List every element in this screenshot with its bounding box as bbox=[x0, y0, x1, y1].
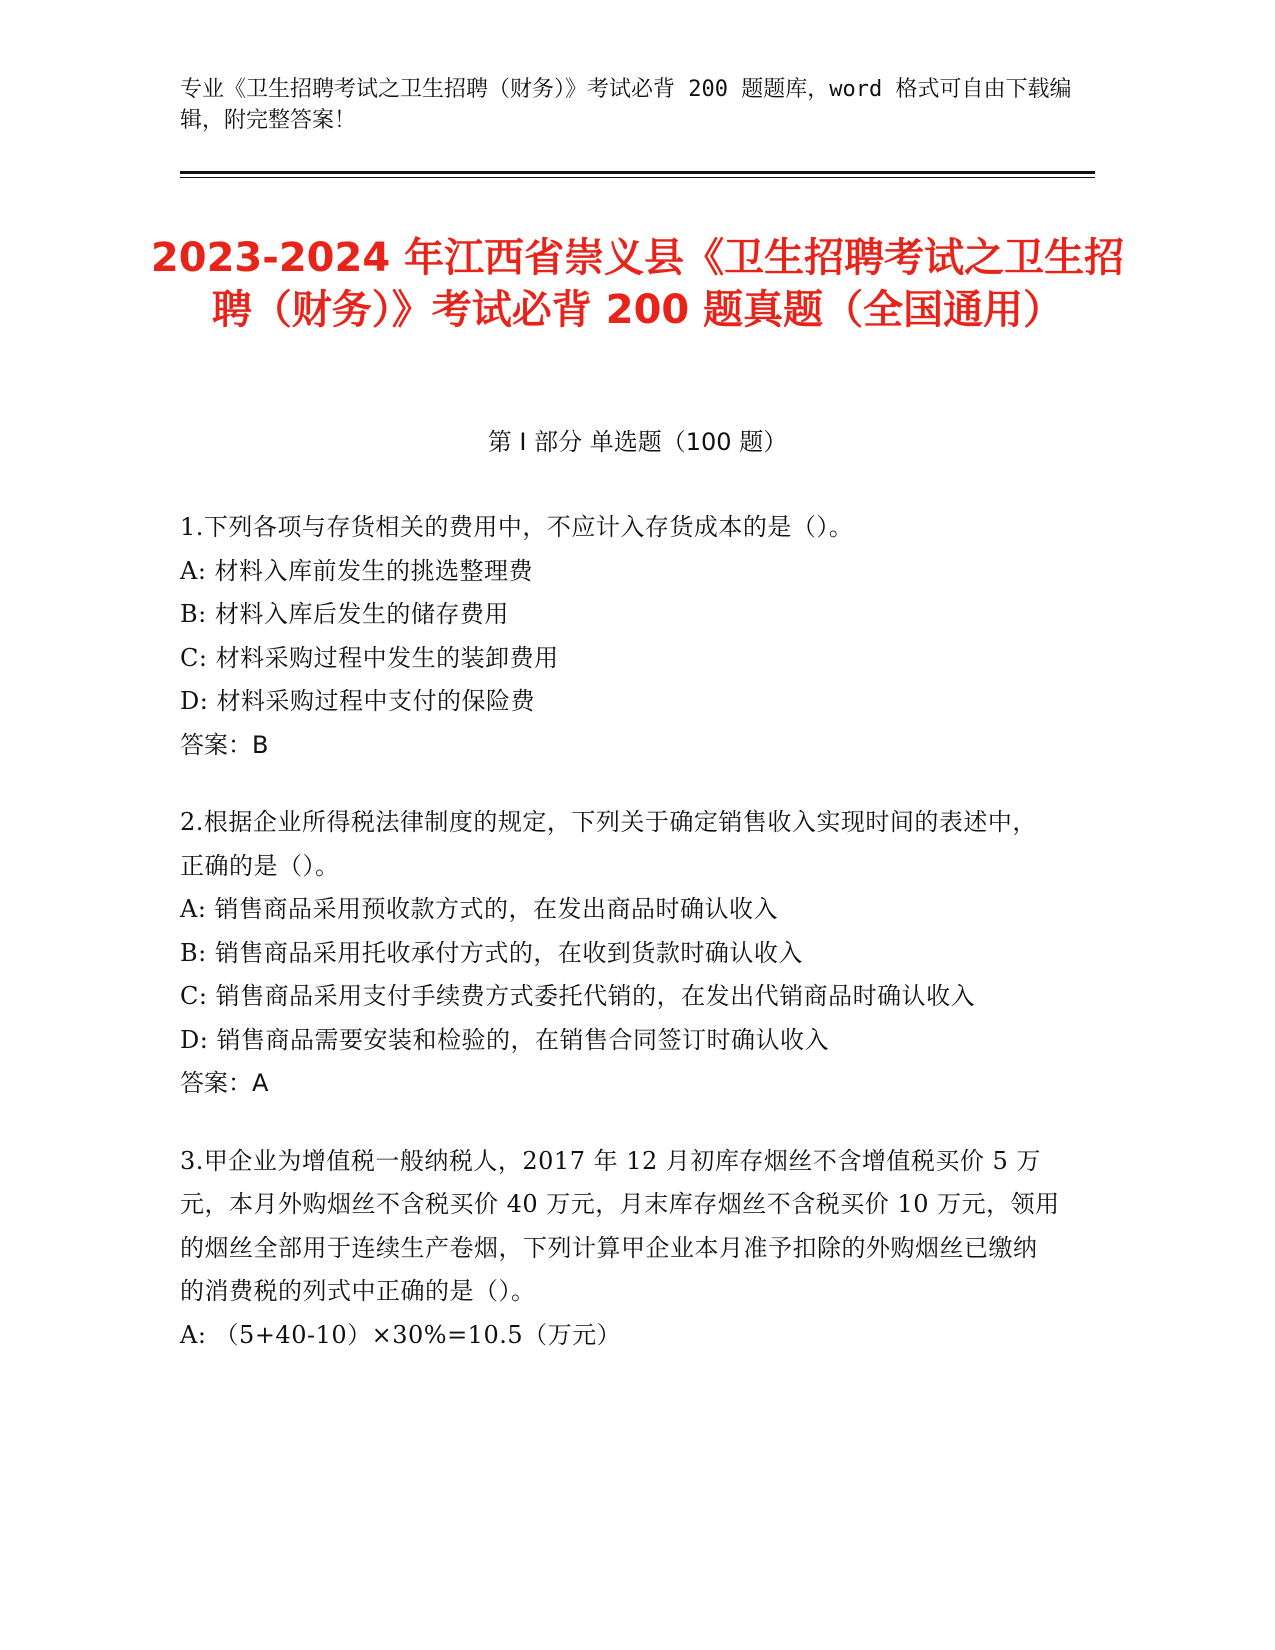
answer-line: 答案：B bbox=[180, 730, 269, 759]
option-d: D: 材料采购过程中支付的保险费 bbox=[180, 687, 535, 715]
question-list bbox=[180, 506, 1060, 1391]
header-note: 专业《卫生招聘考试之卫生招聘（财务）》考试必背 200 题题库，word 格式可自由下载编辑，附完整答案！ bbox=[180, 77, 1072, 133]
option-b: B: 销售商品采用托收承付方式的，在收到货款时确认收入 bbox=[180, 938, 803, 967]
answer-line: 答案：A bbox=[180, 1069, 269, 1097]
option-b: B: 材料入库后发生的储存费用 bbox=[180, 600, 509, 628]
section-heading: 第 I 部分 单选题（100 题） bbox=[487, 428, 788, 456]
option-a: A: 销售商品采用预收款方式的，在发出商品时确认收入 bbox=[180, 895, 779, 923]
question-stem: 2.根据企业所得税法律制度的规定，下列关于确定销售收入实现时间的表述中，正确的是（）。 bbox=[180, 808, 1037, 880]
header-rule-thin bbox=[180, 177, 1095, 178]
option-c: C: 材料采购过程中发生的装卸费用 bbox=[180, 643, 559, 672]
option-c: C: 销售商品采用支付手续费方式委托代销的，在发出代销商品时确认收入 bbox=[180, 982, 976, 1010]
option-d: D: 销售商品需要安装和检验的，在销售合同签订时确认收入 bbox=[180, 1025, 829, 1054]
question-3 bbox=[180, 1140, 1060, 1358]
question-1 bbox=[180, 506, 1060, 767]
question-2 bbox=[180, 801, 1060, 1106]
option-a: A: （5+40-10）×30%=10.5（万元） bbox=[180, 1320, 622, 1349]
document-title: 2023-2024 年江西省崇义县《卫生招聘考试之卫生招聘（财务）》考试必背 200 题真题（全国通用） bbox=[150, 235, 1125, 333]
option-a: A: 材料入库前发生的挑选整理费 bbox=[180, 556, 534, 585]
question-stem: 3.甲企业为增值税一般纳税人，2017 年 12 月初库存烟丝不含增值税买价 5 万元，本月外购烟丝不含税买价 40 万元，月末库存烟丝不含税买价 10 万元，领用的烟丝全部用于连续生产卷烟，下列计算甲企业本月准予扣除的外购烟丝已缴纳的消费税的列式中正确的是（）。 bbox=[180, 1146, 1060, 1305]
header-rule-thick bbox=[180, 171, 1095, 174]
question-stem: 1.下列各项与存货相关的费用中，不应计入存货成本的是（）。 bbox=[180, 513, 854, 541]
